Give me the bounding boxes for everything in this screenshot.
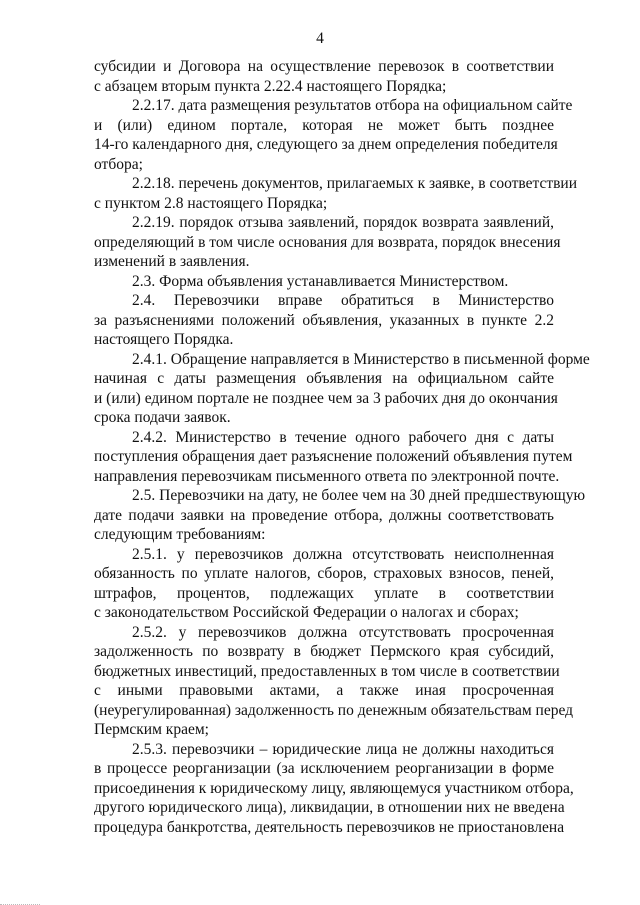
text-line: с пунктом 2.8 настоящего Порядка; xyxy=(94,194,328,212)
page-number: 4 xyxy=(316,30,324,47)
text-line: (неурегулированная) задолженность по денежным обязательствам перед xyxy=(94,701,574,719)
text-line: 2.4.2. Министерство в течение одного рабочего дня с даты xyxy=(132,428,554,446)
paragraph xyxy=(94,623,574,740)
text-line: 2.5. Перевозчики на дату, не более чем на 30 дней предшествующую xyxy=(132,487,586,504)
text-line: следующим требованиям: xyxy=(94,526,266,543)
text-line: с абзацем вторым пункта 2.22.4 настоящего Порядка; xyxy=(94,77,447,95)
text-line: 2.4.1. Обращение направляется в Министерство в письменной форме xyxy=(132,350,590,368)
paragraph xyxy=(94,272,554,292)
paragraph xyxy=(94,213,561,272)
text-line: другого юридического лица), ликвидации, в отношении них не введена xyxy=(94,799,565,816)
text-line: и (или) едином портале не позднее чем за 3 рабочих дня до окончания xyxy=(94,389,558,407)
text-line: настоящего Порядка. xyxy=(94,331,234,348)
text-line: определяющий в том числе основания для возврата, порядок внесения xyxy=(94,233,561,251)
text-line: с иными правовыми актами, а также иная просроченная xyxy=(94,682,554,699)
paragraph xyxy=(94,740,574,838)
text-line: и (или) едином портале, которая не может быть позднее xyxy=(94,116,554,134)
paragraph xyxy=(94,428,573,487)
paragraph xyxy=(94,291,554,350)
text-line: дате подачи заявки на проведение отбора, должны соответствовать xyxy=(94,506,554,524)
text-line: 14-го календарного дня, следующего за днем определения победителя xyxy=(94,136,558,153)
text-line: отбора; xyxy=(94,155,143,173)
paragraph xyxy=(94,486,586,545)
text-line: в процессе реорганизации (за исключением реорганизации в форме xyxy=(94,760,554,777)
text-line: срока подачи заявок. xyxy=(94,409,231,426)
paragraph xyxy=(94,174,578,213)
paragraph xyxy=(94,96,573,174)
text-line: 2.2.17. дата размещения результатов отбора на официальном сайте xyxy=(132,97,573,114)
text-line: штрафов, процентов, подлежащих уплате в соответствии xyxy=(94,584,554,602)
paragraph xyxy=(94,545,554,623)
text-line: поступления обращения дает разъяснение положений объявления путем xyxy=(94,448,573,465)
text-line: субсидии и Договора на осуществление перевозок в соответствии xyxy=(94,58,554,75)
text-line: обязанность по уплате налогов, сборов, страховых взносов, пеней, xyxy=(94,565,554,582)
paragraph xyxy=(94,57,554,96)
document-body xyxy=(94,57,590,837)
text-line: начиная с даты размещения объявления на официальном сайте xyxy=(94,370,554,387)
text-line: задолженность по возврату в бюджет Пермского края субсидий, xyxy=(94,643,554,660)
text-line: 2.2.18. перечень документов, прилагаемых к заявке, в соответствии xyxy=(132,175,578,192)
text-line: изменений в заявления. xyxy=(94,253,250,270)
text-line: 2.5.1. у перевозчиков должна отсутствовать неисполненная xyxy=(132,545,554,563)
text-line: 2.2.19. порядок отзыва заявлений, порядок возврата заявлений, xyxy=(132,214,554,231)
text-line: 2.3. Форма объявления устанавливается Министерством. xyxy=(132,272,509,290)
text-line: присоединения к юридическому лицу, являющемуся участником отбора, xyxy=(94,779,574,797)
text-line: с законодательством Российской Федерации о налогах и сборах; xyxy=(94,604,519,621)
text-line: 2.4. Перевозчики вправе обратиться в Министерство xyxy=(132,292,554,309)
text-line: процедура банкротства, деятельность перевозчиков не приостановлена xyxy=(94,818,565,836)
paragraph xyxy=(94,350,590,428)
text-line: 2.5.2. у перевозчиков должна отсутствовать просроченная xyxy=(132,623,554,641)
text-line: Пермским краем; xyxy=(94,721,209,738)
text-line: бюджетных инвестиций, предоставленных в том числе в соответствии xyxy=(94,662,560,680)
text-line: направления перевозчикам письменного ответа по электронной почте. xyxy=(94,467,560,485)
text-line: 2.5.3. перевозчики – юридические лица не должны находиться xyxy=(132,740,554,758)
text-line: за разъяснениями положений объявления, указанных в пункте 2.2 xyxy=(94,311,554,329)
